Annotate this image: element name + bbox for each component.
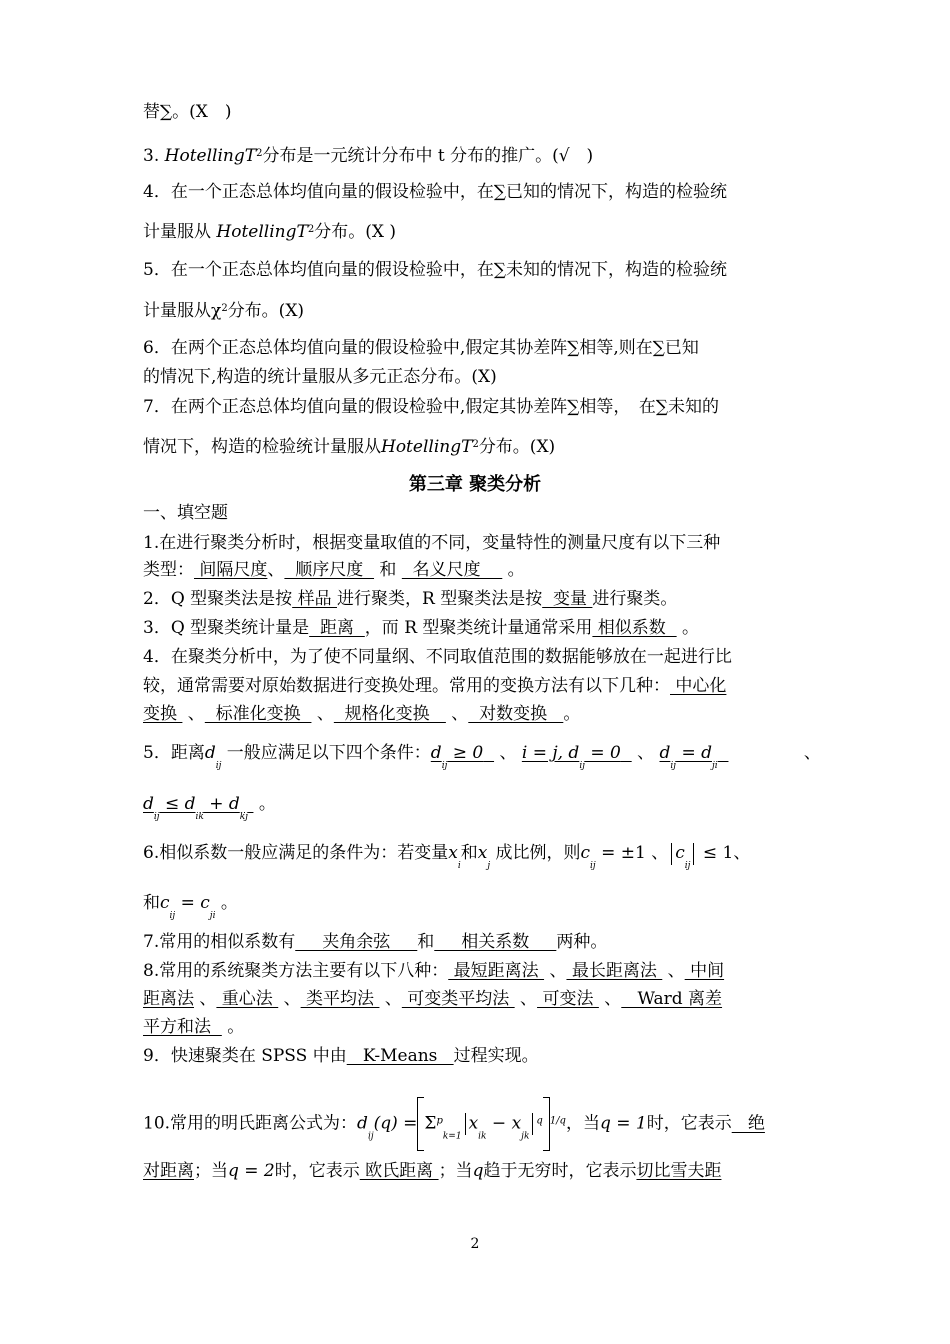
statement-6-line-b: 的情况下,构造的统计量服从多元正态分布。(X) (143, 367, 497, 387)
question-8-line-c: 平方和法 。 (143, 1017, 245, 1037)
answer-blank: 名义尺度 (401, 560, 503, 580)
answer-blank: 中心化 (670, 676, 727, 696)
question-5-line-b: $d_{ij} \le d_{ik} + d_{kj}$ 。 (143, 794, 276, 822)
page-number: 2 (470, 1236, 480, 1252)
statement-5-line-b: 计量服从$\chi^2$分布。(X) (143, 301, 305, 321)
question-8-line-a: 8.常用的系统聚类方法主要有以下八种： 最短距离法 、 最长距离法 、 中间 (143, 961, 725, 981)
answer-blank: K-Means (346, 1046, 454, 1066)
answer-blank: 标准化变换 (204, 704, 312, 724)
statement-6-line-a: 6．在两个正态总体均值向量的假设检验中,假定其协差阵∑相等,则在∑已知 (143, 338, 699, 358)
section-heading: 一、填空题 (143, 503, 228, 523)
line-1: 替∑。(X ) (143, 102, 232, 122)
answer-blank: 相关系数 (434, 932, 557, 952)
question-5-line-a: 5．距离$d_{ij}$ 一般应满足以下四个条件：$d_{ij} \ge 0$ 、 i = j, $d_{ij} = 0$ 、 $d_{ij} = d_{ji}$ 、 (143, 743, 821, 771)
answer-blank: 顺序尺度 (284, 560, 375, 580)
answer-blank: 对距离 (143, 1161, 194, 1181)
question-8-line-b: 距离法 、 重心法 、 类平均法 、 可变类平均法 、 可变法 、 Ward 离差 (143, 989, 723, 1009)
answer-blank: 重心法 (216, 989, 279, 1009)
question-4-line-a: 4．在聚类分析中，为了使不同量纲、不同取值范围的数据能够放在一起进行比 (143, 647, 732, 667)
answer-blank: 切比雪夫距 (636, 1161, 722, 1181)
answer-blank: 最短距离法 (448, 961, 545, 981)
answer-blank: 平方和法 (143, 1017, 222, 1037)
statement-7-line-a: 7．在两个正态总体均值向量的假设检验中,假定其协差阵∑相等， 在∑未知的 (143, 397, 719, 417)
question-2: 2．Q 型聚类法是按 样品 进行聚类，R 型聚类法是按 变量 进行聚类。 (143, 589, 678, 609)
answer-blank: 夹角余弦 (295, 932, 418, 952)
answer-blank: $d_{ij} \le d_{ik} + d_{kj}$ (143, 794, 249, 822)
statement-3: 3. HotellingT$^2$分布是一元统计分布中 t 分布的推广。(√ ) (143, 146, 594, 166)
answer-blank: 可变类平均法 (401, 989, 515, 1009)
question-3: 3．Q 型聚类统计量是 距离 ，而 R 型聚类统计量通常采用 相似系数 。 (143, 618, 700, 638)
question-9: 9．快速聚类在 SPSS 中由 K-Means 过程实现。 (143, 1046, 539, 1066)
question-10-line-b: 对距离；当q = 2时，它表示 欧氏距离 ；当q趋于无穷时，它表示切比雪夫距 (143, 1161, 722, 1181)
answer-blank: 样品 (292, 589, 337, 609)
chapter-title: 第三章 聚类分析 (408, 474, 542, 495)
answer-blank: Ward 离差 (621, 989, 723, 1009)
question-1-line-a: 1.在进行聚类分析时，根据变量取值的不同，变量特性的测量尺度有以下三种 (143, 533, 721, 553)
answer-blank: $d_{ij} \ge 0$ (430, 743, 484, 771)
answer-blank: i = j, $d_{ij} = 0$ (521, 743, 621, 771)
answer-blank: 类平均法 (300, 989, 380, 1009)
answer-blank: 相似系数 (592, 618, 677, 638)
question-4-line-b: 较，通常需要对原始数据进行变换处理。常用的变换方法有以下几种： 中心化 (143, 676, 727, 696)
answer-blank: $d_{ij} = d_{ji}$ (659, 743, 718, 771)
statement-4-line-b: 计量服从 HotellingT$^2$分布。(X ) (143, 222, 396, 242)
answer-blank: 变量 (542, 589, 593, 609)
answer-blank: 绝 (731, 1113, 765, 1134)
question-6-line-b: 和$c_{ij} = c_{ji}$ 。 (143, 893, 238, 921)
question-4-line-c: 变换 、 标准化变换 、 规格化变换 、 对数变换 。 (143, 704, 581, 724)
answer-blank: 可变法 (537, 989, 599, 1009)
answer-blank: 距离法 (143, 989, 194, 1009)
question-10-line-a: 10.常用的明氏距离公式为：$d_{ij}(q) = \Sigma^p_{k=1}x_{ik} - x_{jk}^q$ $^{1/q}$，当q = 1时，它表示 绝 (143, 1097, 765, 1151)
answer-blank: 变换 (143, 704, 183, 724)
answer-blank: 欧氏距离 (359, 1161, 439, 1181)
question-1-line-b: 类型： 间隔尺度、 顺序尺度 和 名义尺度 。 (143, 560, 525, 580)
question-7: 7.常用的相似系数有 夹角余弦 和 相关系数 两种。 (143, 932, 608, 952)
answer-blank: 规格化变换 (333, 704, 446, 724)
question-6-line-a: 6.相似系数一般应满足的条件为：若变量$x_i$和$x_j$ 成比例，则$c_{ij} = \pm 1$ 、 $c_{ij} \le 1$、 (143, 843, 751, 871)
statement-7-line-b: 情况下，构造的检验统计量服从HotellingT$^2$分布。(X) (143, 437, 556, 457)
statement-5-line-a: 5．在一个正态总体均值向量的假设检验中，在∑未知的情况下，构造的检验统 (143, 260, 727, 280)
answer-blank: 最长距离法 (566, 961, 663, 981)
answer-blank: 对数变换 (468, 704, 564, 724)
answer-blank: 间隔尺度 (194, 560, 268, 580)
answer-blank: 距离 (309, 618, 365, 638)
answer-blank: 中间 (684, 961, 725, 981)
statement-4-line-a: 4．在一个正态总体均值向量的假设检验中，在∑已知的情况下，构造的检验统 (143, 182, 727, 202)
